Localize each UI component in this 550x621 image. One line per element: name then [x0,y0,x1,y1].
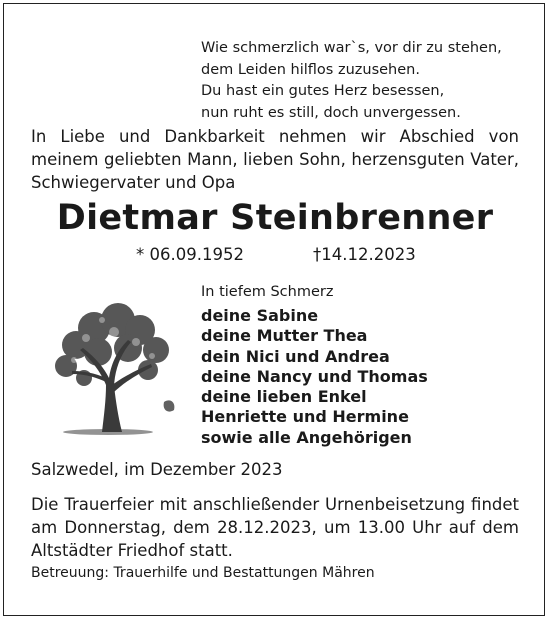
mourner-line: dein Nici und Andrea [201,346,390,366]
poem-line: Du hast ein gutes Herz besessen, [201,83,445,99]
deceased-name: Dietmar Steinbrenner [56,198,494,238]
poem-line: nun ruht es still, doch unvergessen. [201,104,461,121]
mourner-line: deine Mutter Thea [201,326,368,346]
death-date: †14.12.2023 [313,245,416,264]
mourning-heading: In tiefem Schmerz [201,284,334,300]
mourner-line: sowie alle Angehörigen [201,427,412,447]
birth-date: * 06.09.1952 [136,245,244,264]
funeral-info: Die Trauerfeier mit anschließender Urnenbeisetzung findet am Donnerstag, dem 28.12.2023, um 13.00 Uhr auf dem Altstädter Friedhof statt. [31,495,519,560]
funeral-care: Betreuung: Trauerhilfe und Bestattungen Mähren [31,565,375,581]
mourner-line: deine lieben Enkel [201,387,367,407]
tree-icon [36,290,186,440]
poem-line: Wie schmerzlich war`s, vor dir zu stehen, [201,40,502,56]
place-date: Salzwedel, im Dezember 2023 [31,460,283,479]
intro-text: In Liebe und Dankbarkeit nehmen wir Abschied von meinem geliebten Mann, lieben Sohn, herzensguten Vater, Schwiegervater und Opa [31,127,519,192]
mourner-line: deine Sabine [201,306,319,325]
mourner-line: deine Nancy und Thomas [201,366,428,386]
poem [201,38,502,124]
mourner-line: Henriette und Hermine [201,407,409,427]
poem-line: dem Leiden hilflos zuzusehen. [201,61,420,78]
mourners-list [201,306,428,448]
